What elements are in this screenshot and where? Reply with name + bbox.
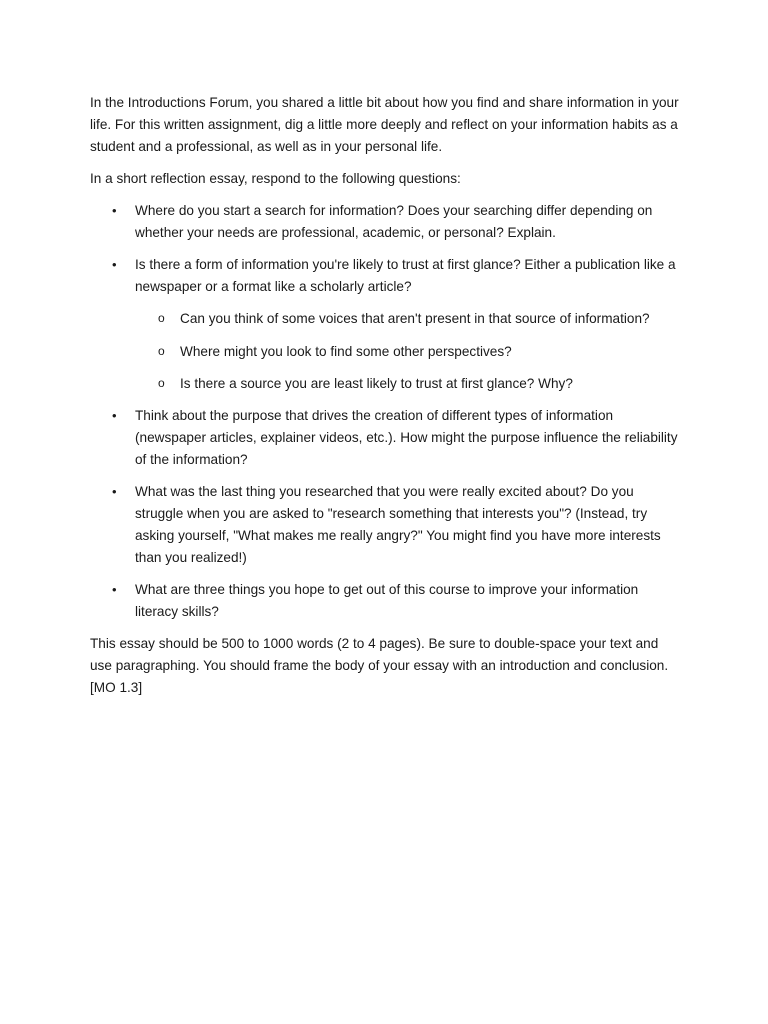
- sub-bullet-marker: o: [158, 375, 165, 390]
- sub-question-text: Can you think of some voices that aren't present in that source of information?: [180, 311, 650, 327]
- question-text: Where do you start a search for information? Does your searching differ depending on whether your needs are professional, academic, or personal? Explain.: [135, 203, 653, 240]
- sub-question-item-1: [135, 308, 682, 330]
- question-item-3: [90, 405, 682, 470]
- question-text: What are three things you hope to get out of this course to improve your information literacy skills?: [135, 581, 639, 619]
- question-text: What was the last thing you researched that you were really excited about? Do you struggle when you are asked to "research something that interests you"? (Instead, try asking yourself, "What makes me really angry?" You might find you have more interests than you realized!): [135, 484, 661, 565]
- sub-question-item-3: [135, 373, 682, 395]
- sub-bullet-marker: o: [158, 343, 165, 358]
- question-item-4: [90, 481, 682, 568]
- sub-question-list: [135, 308, 682, 394]
- sub-bullet-marker: o: [158, 311, 165, 326]
- bullet-marker: •: [112, 257, 117, 273]
- bullet-marker: •: [112, 203, 117, 219]
- sub-question-text: Is there a source you are least likely to trust at first glance? Why?: [180, 375, 573, 391]
- question-list: [90, 200, 682, 622]
- question-item-5: [90, 579, 682, 623]
- intro-paragraph: In the Introductions Forum, you shared a little bit about how you find and share information in your life. For this written assignment, dig a little more deeply and reflect on your information habits as a student and a professional, as well as in your personal life.: [90, 95, 679, 154]
- bullet-marker: •: [112, 484, 117, 500]
- bullet-marker: •: [112, 408, 117, 424]
- question-text: Think about the purpose that drives the creation of different types of information (newspaper articles, explainer videos, etc.). How might the purpose influence the reliability of the information?: [135, 408, 678, 467]
- closing-paragraph: This essay should be 500 to 1000 words (2 to 4 pages). Be sure to double-space your text and use paragraphing. You should frame the body of your essay with an introduction and conclusion. [MO 1.3]: [90, 635, 669, 695]
- sub-question-text: Where might you look to find some other perspectives?: [180, 343, 512, 359]
- question-item-1: [90, 200, 682, 244]
- question-text: Is there a form of information you're likely to trust at first glance? Either a publication like a newspaper or a format like a scholarly article?: [135, 257, 676, 295]
- question-item-2: [90, 254, 682, 394]
- bullet-marker: •: [112, 581, 117, 597]
- document-page: [90, 92, 682, 709]
- sub-question-item-2: [135, 341, 682, 363]
- prompt-paragraph: In a short reflection essay, respond to the following questions:: [90, 170, 461, 186]
